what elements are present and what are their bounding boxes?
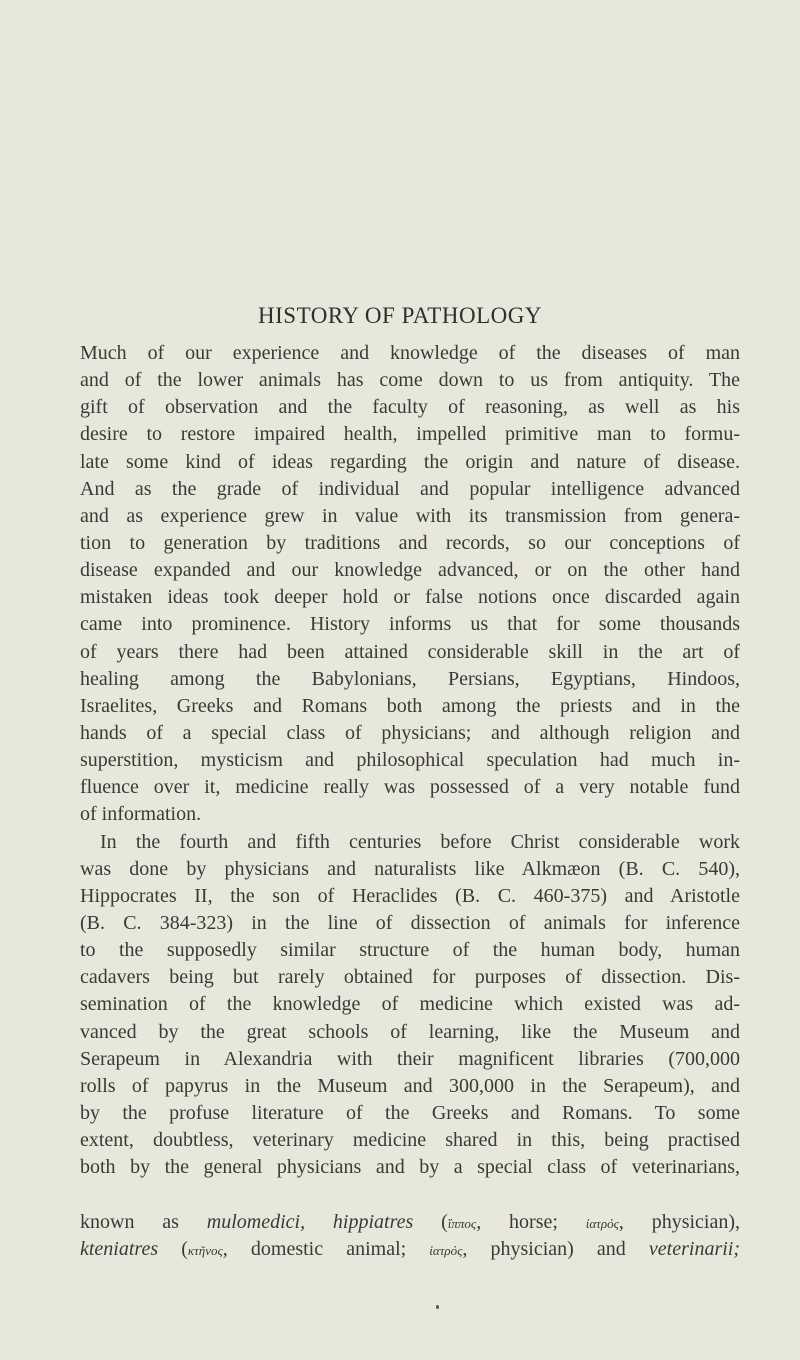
page-title: HISTORY OF PATHOLOGY (258, 303, 542, 328)
text-line (80, 1236, 740, 1263)
text-line: Serapeum in Alexandria with their magnificent libraries (700,000 (80, 1047, 740, 1070)
text-line: mistaken ideas took deeper hold or false notions once discarded again (80, 586, 740, 609)
latin-term: kteniatres (80, 1238, 159, 1260)
text-line: of information. (80, 803, 202, 826)
text-line: healing among the Babylonians, Persians, Egyptians, Hindoos, (80, 667, 740, 690)
text-span: , physician), (618, 1211, 740, 1233)
text-line: hands of a special class of physicians; and although religion and (80, 721, 740, 744)
greek-term: ἵππος (447, 1216, 477, 1231)
text-line: (B. C. 384-323) in the line of dissection of animals for inference (80, 911, 740, 934)
text-span: , horse; (476, 1211, 586, 1233)
text-line: tion to generation by traditions and records, so our conceptions of (80, 531, 740, 554)
latin-term: mulomedici, hippiatres (206, 1211, 414, 1233)
text-line: semination of the knowledge of medicine which existed was ad- (80, 993, 740, 1016)
body-text (80, 340, 740, 1181)
greek-term: κτῆνος (187, 1243, 223, 1258)
text-span: , domestic animal; (222, 1238, 430, 1260)
greek-term: ἰατρός (429, 1243, 463, 1258)
text-line: desire to restore impaired health, impelled primitive man to formu- (80, 423, 740, 446)
text-line: late some kind of ideas regarding the origin and nature of disease. (80, 450, 740, 473)
page-speck (436, 1305, 439, 1309)
text-line: Much of our experience and knowledge of the diseases of man (80, 342, 740, 364)
text-line: extent, doubtless, veterinary medicine shared in this, being practised (80, 1129, 740, 1152)
latin-term: veterinarii; (648, 1238, 741, 1260)
text-span: known as (80, 1211, 207, 1233)
text-line: and as experience grew in value with its transmission from genera- (80, 504, 740, 527)
text-line: In the fourth and fifth centuries before Christ considerable work (100, 830, 740, 853)
text-line: both by the general physicians and by a special class of veterinarians, (80, 1156, 740, 1179)
text-line: And as the grade of individual and popular intelligence advanced (80, 477, 740, 500)
text-line: cadavers being but rarely obtained for purposes of dissection. Dis- (80, 966, 740, 989)
text-line: and of the lower animals has come down to us from antiquity. The (80, 369, 740, 392)
text-line: by the profuse literature of the Greeks and Romans. To some (80, 1101, 740, 1124)
text-span: , physician) and (462, 1238, 649, 1260)
text-line: Israelites, Greeks and Romans both among the priests and in the (80, 694, 740, 717)
text-line: superstition, mysticism and philosophical speculation had much in- (80, 749, 740, 772)
text-line: gift of observation and the faculty of reasoning, as well as his (80, 396, 740, 419)
text-span: ( (158, 1238, 188, 1260)
text-line: of years there had been attained considerable skill in the art of (80, 640, 740, 663)
text-line (80, 1209, 740, 1236)
text-line: to the supposedly similar structure of the human body, human (80, 939, 740, 962)
greek-term: ἰατρός (585, 1216, 619, 1231)
text-line: came into prominence. History informs us that for some thousands (80, 613, 740, 636)
text-line: fluence over it, medicine really was possessed of a very notable fund (80, 776, 740, 799)
text-span: ( (413, 1211, 448, 1233)
text-line: vanced by the great schools of learning, like the Museum and (80, 1020, 740, 1043)
text-line: disease expanded and our knowledge advanced, or on the other hand (80, 559, 740, 582)
text-line: was done by physicians and naturalists like Alkmæon (B. C. 540), (80, 857, 740, 880)
text-line: Hippocrates II, the son of Heraclides (B. C. 460-375) and Aristotle (80, 884, 740, 907)
text-line: rolls of papyrus in the Museum and 300,000 in the Serapeum), and (80, 1074, 740, 1097)
